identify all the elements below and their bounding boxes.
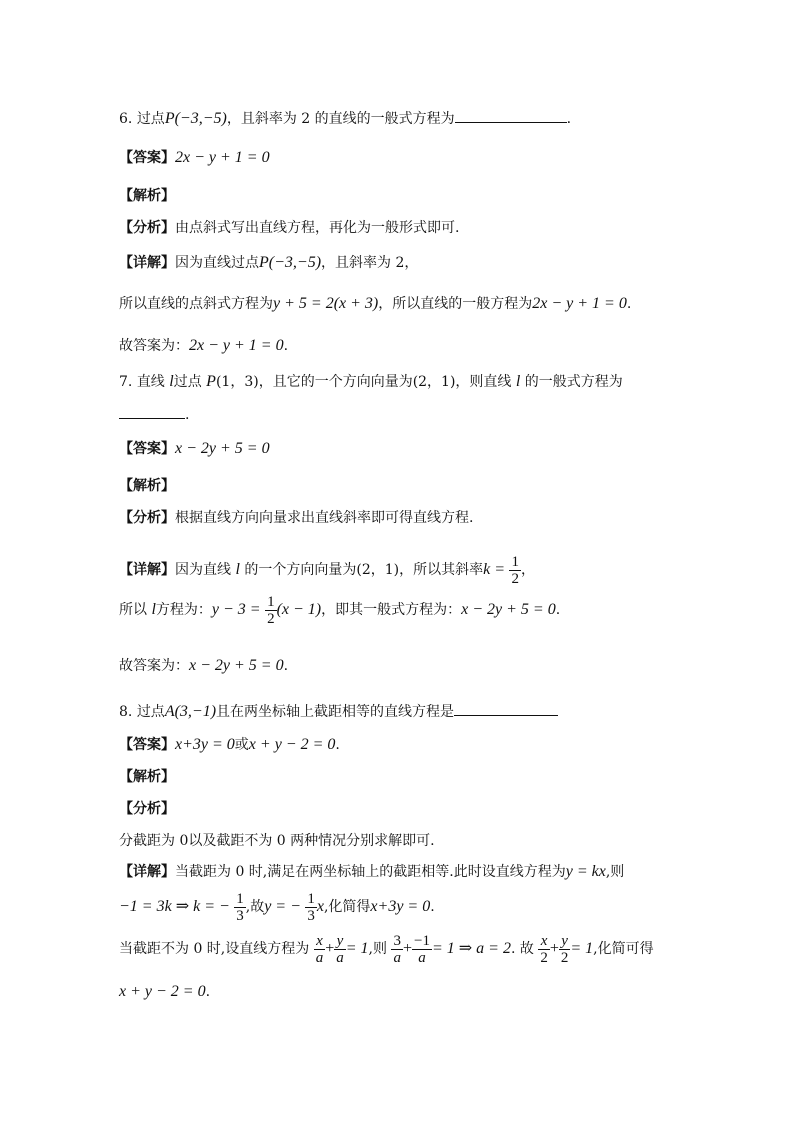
q6-answer: 【答案】2x − y + 1 = 0 <box>119 149 270 166</box>
q8-number: 8. <box>119 704 133 720</box>
q8-stem: 8. 过点A(3,−1)且在两坐标轴上截距相等的直线方程是 <box>119 701 558 722</box>
q7-jiexi-heading: 【解析】 <box>119 478 175 494</box>
q6-final-answer: 故答案为：2x − y + 1 = 0. <box>119 337 289 354</box>
fraction: $\frac{-1}{a}$ <box>413 932 430 966</box>
q7-stem-line2: . <box>119 404 189 425</box>
fraction: $\frac{1}{2}$ <box>267 593 275 627</box>
q6-stem: 6. 过点P(−3,−5)，且斜率为 2 的直线的一般式方程为 . <box>119 110 572 127</box>
q8-xiangjie-line3: 当截距不为 0 时,设直线方程为 $\frac{x}{a}$ + $\frac{y}{a}$ = 1,则 $\frac{3}{a}$ + $\frac{-1}{a}$ = 1 ⇒ a = 2. 故 $\frac{x}{2}$ + $\frac{y}{2}$ = 1,化简可得 <box>119 932 654 966</box>
fraction: $\frac{1}{2}$ <box>511 553 519 587</box>
q8-fenxi-heading: 【分析】 <box>119 801 175 817</box>
answer-blank[interactable] <box>454 701 558 716</box>
q8-fenxi-text: 分截距为 0以及截距不为 0 两种情况分别求解即可. <box>119 833 435 849</box>
q6-jiexi-heading: 【解析】 <box>119 188 175 204</box>
fraction: $\frac{1}{3}$ <box>236 890 244 924</box>
q7-answer: 【答案】x − 2y + 5 = 0 <box>119 440 270 457</box>
fraction: $\frac{1}{3}$ <box>307 890 315 924</box>
fraction: $\frac{3}{a}$ <box>393 932 401 966</box>
q6-point: P(−3,−5) <box>164 110 227 127</box>
q8-xiangjie-line2: −1 = 3k ⇒ k = − $\frac{1}{3}$ ,故y = − $\frac{1}{3}$ x,化简得x+3y = 0. <box>119 890 435 924</box>
q6-xiangjie-line2: 所以直线的点斜式方程为y + 5 = 2(x + 3)，所以直线的一般方程为2x − y + 1 = 0. <box>119 295 632 312</box>
fraction: $\frac{y}{a}$ <box>336 932 344 966</box>
q7-final-answer: 故答案为：x − 2y + 5 = 0. <box>119 657 289 674</box>
q6-number: 6. <box>119 111 133 127</box>
answer-blank[interactable] <box>455 108 567 123</box>
q8-answer: 【答案】x+3y = 0或x + y − 2 = 0. <box>119 736 340 753</box>
q6-xiangjie: 【详解】因为直线过点P(−3,−5)，且斜率为 2， <box>119 254 419 271</box>
q7-fenxi: 【分析】根据直线方向向量求出直线斜率即可得直线方程. <box>119 510 474 526</box>
answer-blank[interactable] <box>119 404 185 419</box>
q7-xiangjie-line2: 所以 l方程为：y − 3 = $\frac{1}{2}$ (x − 1)，即其一般式方程为：x − 2y + 5 = 0. <box>119 593 561 627</box>
q8-xiangjie-line4: x + y − 2 = 0. <box>119 983 211 1000</box>
q6-fenxi: 【分析】由点斜式写出直线方程，再化为一般形式即可. <box>119 220 460 236</box>
fraction: $\frac{y}{2}$ <box>560 932 569 966</box>
q7-stem: 7. 直线 l过点 P(1，3)，且它的一个方向向量为(2，1)，则直线 l 的一般式方程为 <box>119 373 623 390</box>
q7-xiangjie: 【详解】因为直线 l 的一个方向向量为(2，1)，所以其斜率k = $\frac{1}{2}$ ， <box>119 553 535 587</box>
q8-jiexi-heading: 【解析】 <box>119 769 175 785</box>
fraction: $\frac{x}{2}$ <box>540 932 548 966</box>
q8-xiangjie: 【详解】当截距为 0 时,满足在两坐标轴上的截距相等.此时设直线方程为y = kx,则 <box>119 863 625 880</box>
fraction: $\frac{x}{a}$ <box>315 932 324 966</box>
q7-number: 7. <box>119 374 133 390</box>
